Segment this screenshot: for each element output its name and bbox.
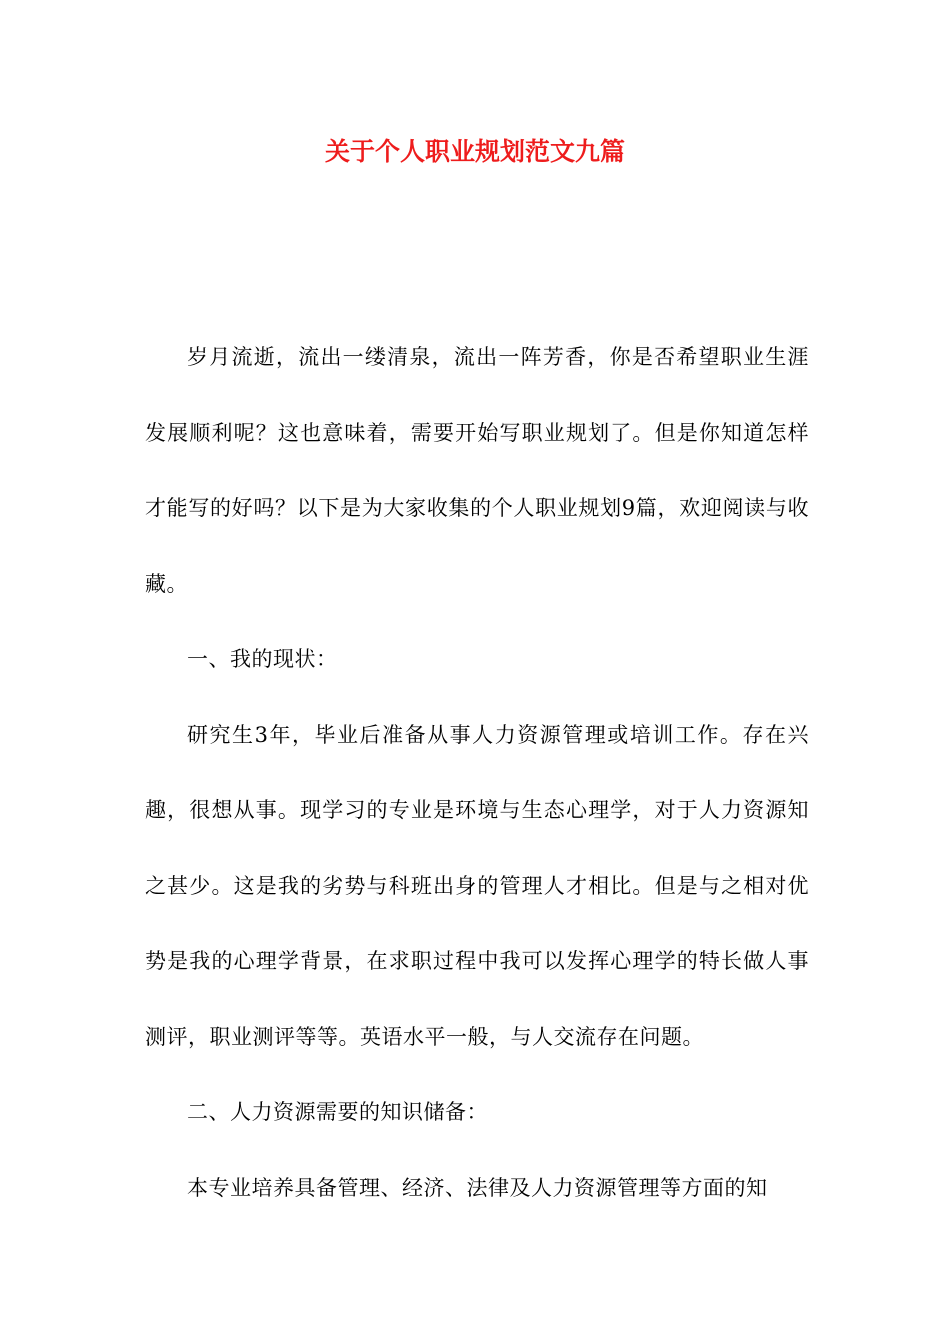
paragraph-current-status: 研究生3年，毕业后准备从事人力资源管理或培训工作。存在兴趣，很想从事。现学习的专业是环境与生态心理学，对于人力资源知之甚少。这是我的劣势与科班出身的管理人才相比。但是与之相对优势是我的心理学背景，在求职过程中我可以发挥心理学的特长做人事测评，职业测评等等。英语水平一般，与人交流存在问题。: [145, 722, 809, 1049]
paragraph-knowledge: 本专业培养具备管理、经济、法律及人力资源管理等方面的知: [187, 1175, 768, 1200]
document-title: 关于个人职业规划范文九篇: [324, 137, 625, 166]
paragraph-intro: 岁月流逝，流出一缕清泉，流出一阵芳香，你是否希望职业生涯发展顺利呢？这也意味着，需要开始写职业规划了。但是你知道怎样才能写的好吗？以下是为大家收集的个人职业规划9篇，欢迎阅读与收藏。: [145, 345, 809, 596]
section-heading-1: 一、我的现状：: [187, 647, 338, 671]
section-heading-2: 二、人力资源需要的知识储备：: [187, 1100, 488, 1124]
document-body: [145, 320, 809, 1226]
